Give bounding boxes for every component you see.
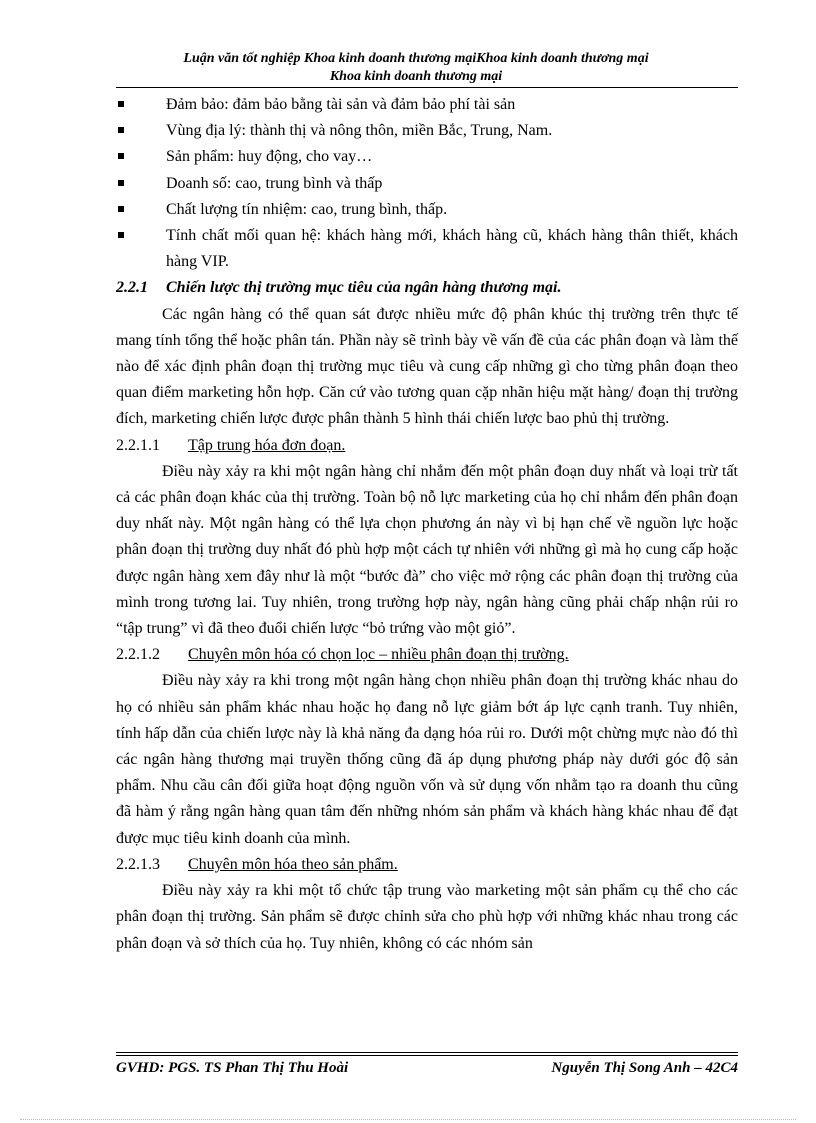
bullet-item — [116, 223, 738, 275]
square-bullet-icon — [118, 153, 124, 159]
square-bullet-icon — [118, 206, 124, 212]
header-line-1: Luận văn tốt nghiệp Khoa kinh doanh thương mạiKhoa kinh doanh thương mại — [183, 51, 649, 66]
page-header — [96, 50, 736, 86]
section-intro-paragraph: Các ngân hàng có thể quan sát được nhiều mức độ phân khúc thị trường trên thực tế mang tính tổng thể hoặc phân tán. Phần này sẽ trình bày về vấn đề của các phân đoạn và làm thế nào để xác định phân đoạn thị trường mục tiêu và cung cấp những gì cho từng phân đoạn theo quan điểm marketing hỗn hợp. Căn cứ vào tương quan cặp nhãn hiệu mặt hàng/ đoạn thị trường đích, marketing chiến lược được phân thành 5 hình thái chiến lược bao phủ thị trường. — [116, 305, 738, 428]
section-heading-2-2-1-3 — [116, 852, 738, 878]
footer-divider — [116, 1052, 738, 1053]
header-line-2: Khoa kinh doanh thương mại — [329, 69, 503, 84]
section-paragraph: Điều này xảy ra khi một tổ chức tập trung vào marketing một sản phẩm cụ thể cho các phân đoạn thị trường. Sản phẩm sẽ được chỉnh sửa cho phù hợp với những khác nhau trong các phân đoạn và sở thích của họ. Tuy nhiên, không có các nhóm sản — [116, 882, 738, 952]
bullet-item — [116, 197, 738, 223]
footer-supervisor: GVHD: PGS. TS Phan Thị Thu Hoài — [116, 1060, 349, 1076]
bullet-item — [116, 171, 738, 197]
bullet-text: Tính chất mối quan hệ: khách hàng mới, khách hàng cũ, khách hàng thân thiết, khách hàng VIP. — [166, 227, 738, 271]
square-bullet-icon — [118, 101, 124, 107]
bullet-text: Đảm bảo: đảm bảo bằng tài sản và đảm bảo phí tài sản — [166, 96, 516, 113]
page-edge — [20, 1119, 796, 1120]
bullet-item — [116, 92, 738, 118]
square-bullet-icon — [118, 232, 124, 238]
section-title: Chuyên môn hóa có chọn lọc – nhiều phân đoạn thị trường. — [188, 646, 569, 664]
square-bullet-icon — [118, 127, 124, 133]
square-bullet-icon — [118, 180, 124, 186]
section-number: 2.2.1.2 — [116, 646, 160, 664]
bullet-text: Doanh số: cao, trung bình và thấp — [166, 174, 383, 192]
section-paragraph: Điều này xảy ra khi một ngân hàng chỉ nhắm đến một phân đoạn duy nhất và loại trừ tất cả các phân đoạn khác của thị trường. Toàn bộ nỗ lực marketing của họ chỉ nhắm đến phân đoạn duy nhất này. Một ngân hàng có thể lựa chọn phương án này vì bị hạn chế về nguồn lực hoặc phân đoạn thị trường duy nhất đó phù hợp một cách tự nhiên với những gì mà họ cung cấp hoặc được ngân hàng xem đây như là một “bước đà” cho việc mở rộng các phân đoạn thị trường của mình trong tương lai. Tuy nhiên, trong trường hợp này, ngân hàng cũng phải chấp nhận rủi ro “tập trung” vì đã theo đuổi chiến lược “bỏ trứng vào một giỏ”. — [116, 462, 738, 638]
section-number: 2.2.1 — [116, 279, 148, 297]
section-heading-2-2-1 — [116, 275, 738, 301]
section-heading-2-2-1-1 — [116, 433, 738, 459]
bullet-item — [116, 144, 738, 170]
section-paragraph: Điều này xảy ra khi trong một ngân hàng chọn nhiều phân đoạn thị trường khác nhau do họ có nhiều sản phẩm khác nhau hoặc họ đang nỗ lực giảm bớt áp lực cạnh tranh. Tuy nhiên, tính hấp dẫn của chiến lược này là khả năng đa dạng hóa rủi ro. Dưới một chừng mực nào đó thì các ngân hàng thương mại truyền thống cũng đã áp dụng phương pháp này dưới góc độ sản phẩm. Nhu cầu cân đối giữa hoạt động nguồn vốn và sử dụng vốn nhằm tạo ra doanh thu cũng đã hàm ý rằng ngân hàng quan tâm đến những nhóm sản phẩm và khách hàng khác nhau để đạt được mục tiêu kinh doanh của mình. — [116, 672, 738, 847]
section-title: Chiến lược thị trường mục tiêu của ngân hàng thương mại. — [166, 279, 562, 297]
header-divider — [116, 87, 738, 88]
footer-author: Nguyễn Thị Song Anh – 42C4 — [551, 1060, 738, 1076]
bullet-text: Chất lượng tín nhiệm: cao, trung bình, thấp. — [166, 200, 448, 218]
footer-divider — [116, 1055, 738, 1056]
bullet-text: Sản phẩm: huy động, cho vay… — [166, 148, 373, 166]
section-heading-2-2-1-2 — [116, 642, 738, 668]
section-number: 2.2.1.3 — [116, 855, 160, 873]
bullet-item — [116, 118, 738, 144]
page-body — [116, 92, 738, 957]
section-number: 2.2.1.1 — [116, 436, 160, 454]
bullet-text: Vùng địa lý: thành thị và nông thôn, miền Bắc, Trung, Nam. — [166, 122, 553, 140]
section-title: Tập trung hóa đơn đoạn. — [188, 436, 346, 454]
section-title: Chuyên môn hóa theo sản phẩm. — [188, 855, 398, 873]
